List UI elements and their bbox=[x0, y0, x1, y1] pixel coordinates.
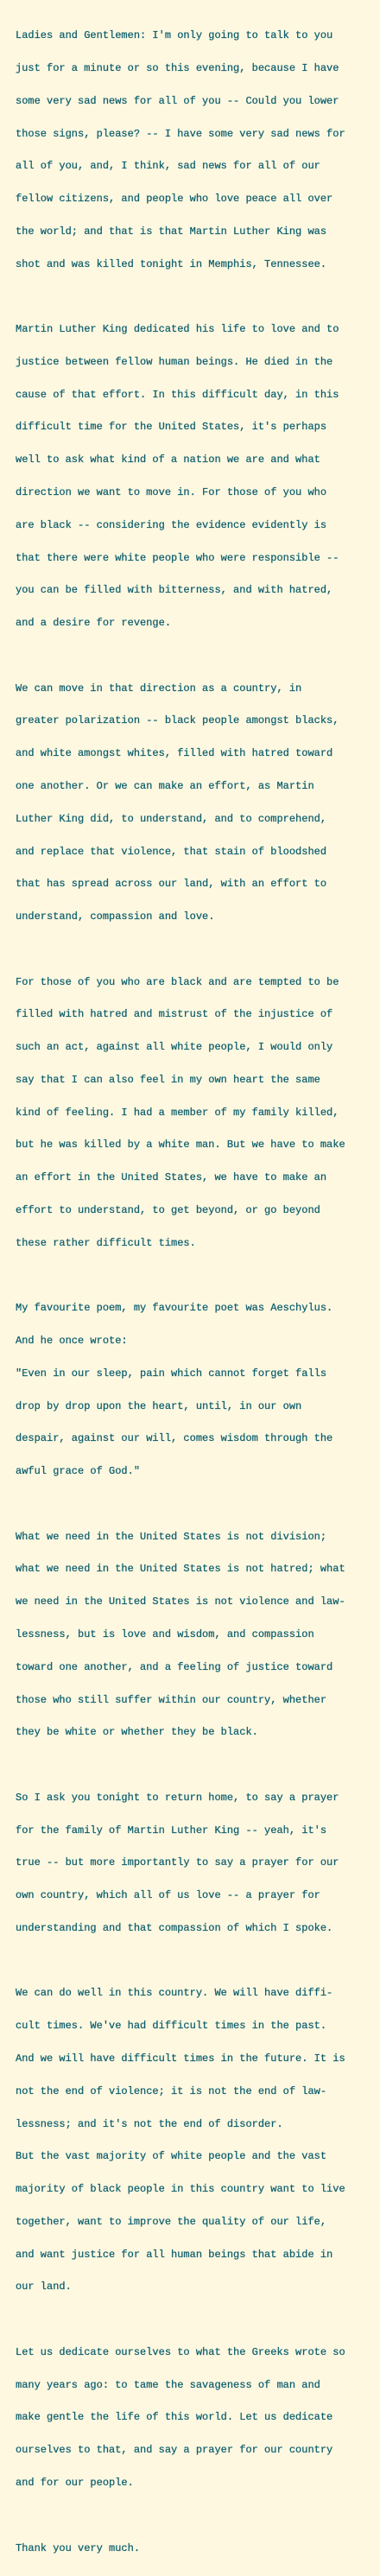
text-line: many years ago: to tame the savageness of man and bbox=[16, 2378, 320, 2391]
text-line: Luther King did, to understand, and to comprehend, bbox=[16, 812, 327, 825]
text-line: direction we want to move in. For those of you who bbox=[16, 486, 327, 499]
text-line: you can be filled with bitterness, and with hatred, bbox=[16, 584, 333, 597]
text-line: make gentle the life of this world. Let us dedicate bbox=[16, 2411, 333, 2424]
text-line: just for a minute or so this evening, because I have bbox=[16, 61, 339, 74]
paragraph-2 bbox=[16, 302, 368, 650]
text-line: And we will have difficult times in the future. It is bbox=[16, 2052, 345, 2065]
paragraph-8 bbox=[16, 1966, 368, 2314]
text-line: For those of you who are black and are tempted to be bbox=[16, 975, 339, 988]
text-line: an effort in the United States, we have to make an bbox=[16, 1171, 327, 1184]
text-line: understand, compassion and love. bbox=[16, 910, 215, 923]
text-line: justice between fellow human beings. He died in the bbox=[16, 355, 333, 368]
text-line: and white amongst whites, filled with hatred toward bbox=[16, 747, 333, 760]
paragraph-10 bbox=[16, 2521, 368, 2575]
text-line: "Even in our sleep, pain which cannot forget falls bbox=[16, 1367, 327, 1380]
text-line: true -- but more importantly to say a prayer for our bbox=[16, 1856, 339, 1869]
text-line: My favourite poem, my favourite poet was Aeschylus. bbox=[16, 1302, 333, 1315]
text-line: those who still suffer within our country, whether bbox=[16, 1693, 327, 1706]
text-line: are black -- considering the evidence evidently is bbox=[16, 518, 327, 531]
text-line: greater polarization -- black people amongst blacks, bbox=[16, 714, 339, 727]
text-line: toward one another, and a feeling of justice toward bbox=[16, 1660, 333, 1673]
text-line: that there were white people who were responsible -- bbox=[16, 551, 339, 564]
paragraph-6 bbox=[16, 1509, 368, 1760]
text-line: and want justice for all human beings that abide in bbox=[16, 2248, 333, 2261]
text-line: What we need in the United States is not division; bbox=[16, 1530, 327, 1543]
text-line: the world; and that is that Martin Luther King was bbox=[16, 225, 327, 238]
text-line: lessness, but is love and wisdom, and compassion bbox=[16, 1628, 314, 1640]
text-line: filled with hatred and mistrust of the injustice of bbox=[16, 1008, 333, 1021]
text-line: despair, against our will, comes wisdom through the bbox=[16, 1432, 333, 1445]
paragraph-9 bbox=[16, 2325, 368, 2510]
text-line: cult times. We've had difficult times in the past. bbox=[16, 2020, 327, 2033]
text-line: drop by drop upon the heart, until, in our own bbox=[16, 1399, 302, 1412]
text-line: lessness; and it's not the end of disorder. bbox=[16, 2117, 283, 2130]
text-line: cause of that effort. In this difficult day, in this bbox=[16, 388, 339, 401]
text-line: what we need in the United States is not hatred; what bbox=[16, 1563, 345, 1576]
text-line: kind of feeling. I had a member of my family killed, bbox=[16, 1106, 339, 1119]
text-line: We can do well in this country. We will have diffi- bbox=[16, 1987, 333, 2000]
paragraph-5 bbox=[16, 1281, 368, 1499]
text-line: fellow citizens, and people who love peace all over bbox=[16, 193, 333, 206]
text-line: and replace that violence, that stain of bloodshed bbox=[16, 845, 327, 858]
paragraph-3 bbox=[16, 661, 368, 943]
text-line: well to ask what kind of a nation we are and what bbox=[16, 454, 320, 466]
paragraph-1 bbox=[16, 9, 368, 291]
text-line: Thank you very much. bbox=[16, 2541, 141, 2554]
text-line: effort to understand, to get beyond, or go beyond bbox=[16, 1204, 320, 1217]
text-line: together, want to improve the quality of our life, bbox=[16, 2215, 327, 2228]
text-line: say that I can also feel in my own heart the same bbox=[16, 1073, 320, 1086]
text-line: for the family of Martin Luther King -- yeah, it's bbox=[16, 1824, 327, 1837]
text-line: We can move in that direction as a country, in bbox=[16, 682, 302, 695]
text-line: and a desire for revenge. bbox=[16, 617, 172, 630]
text-line: Martin Luther King dedicated his life to love and to bbox=[16, 323, 339, 336]
text-line: So I ask you tonight to return home, to say a prayer bbox=[16, 1791, 339, 1804]
text-line: awful grace of God." bbox=[16, 1465, 141, 1478]
text-line: our land. bbox=[16, 2281, 72, 2294]
text-line: And he once wrote: bbox=[16, 1335, 128, 1348]
paragraph-4 bbox=[16, 955, 368, 1270]
text-line: all of you, and, I think, sad news for all of our bbox=[16, 160, 320, 173]
text-line: one another. Or we can make an effort, as Martin bbox=[16, 779, 314, 792]
text-line: some very sad news for all of you -- Could you lower bbox=[16, 94, 339, 107]
text-line: we need in the United States is not violence and law- bbox=[16, 1596, 345, 1608]
text-line: and for our people. bbox=[16, 2477, 134, 2490]
text-line: majority of black people in this country want to live bbox=[16, 2183, 345, 2196]
text-line: own country, which all of us love -- a prayer for bbox=[16, 1889, 320, 1902]
text-line: shot and was killed tonight in Memphis, Tennessee. bbox=[16, 257, 327, 270]
text-line: ourselves to that, and say a prayer for our country bbox=[16, 2444, 333, 2457]
text-line: that has spread across our land, with an effort to bbox=[16, 878, 327, 891]
text-line: they be white or whether they be black. bbox=[16, 1726, 258, 1739]
paragraph-7 bbox=[16, 1771, 368, 1956]
text-line: Ladies and Gentlemen: I'm only going to talk to you bbox=[16, 29, 333, 42]
text-line: such an act, against all white people, I would only bbox=[16, 1041, 333, 1054]
text-line: difficult time for the United States, it's perhaps bbox=[16, 421, 327, 434]
text-line: those signs, please? -- I have some very sad news for bbox=[16, 127, 345, 140]
text-line: Let us dedicate ourselves to what the Greeks wrote so bbox=[16, 2345, 345, 2358]
text-line: but he was killed by a white man. But we have to make bbox=[16, 1139, 345, 1152]
text-line: not the end of violence; it is not the end of law- bbox=[16, 2084, 327, 2097]
text-line: understanding and that compassion of which I spoke. bbox=[16, 1921, 333, 1934]
text-line: these rather difficult times. bbox=[16, 1236, 196, 1249]
text-line: But the vast majority of white people and the vast bbox=[16, 2150, 327, 2163]
